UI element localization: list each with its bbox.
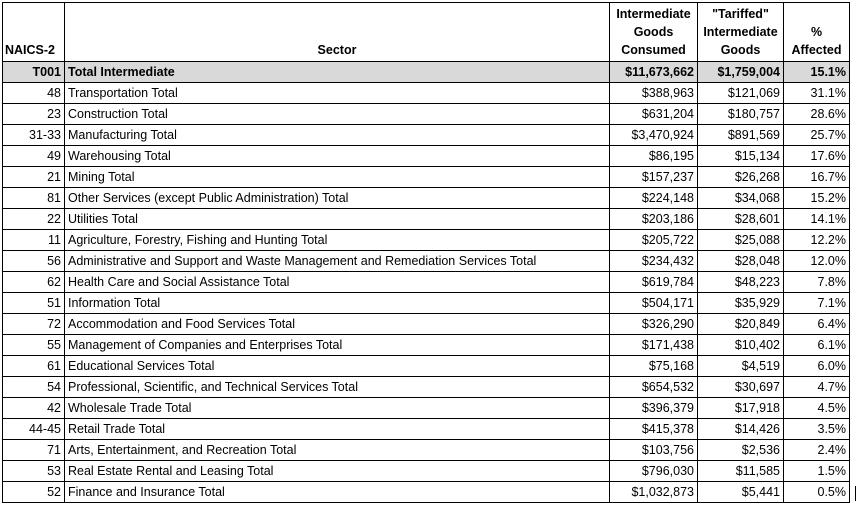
percent-affected: 0.5% xyxy=(784,482,850,503)
sector-name: Mining Total xyxy=(65,167,610,188)
tariffed-value: $121,069 xyxy=(698,83,784,104)
table-row xyxy=(3,482,850,503)
header-tariffed-goods: "Tariffed" Intermediate Goods xyxy=(698,3,784,62)
table-row xyxy=(3,356,850,377)
header-intermediate-goods: Intermediate Goods Consumed xyxy=(610,3,698,62)
percent-affected: 3.5% xyxy=(784,419,850,440)
intermediate-value: $388,963 xyxy=(610,83,698,104)
sector-name: Real Estate Rental and Leasing Total xyxy=(65,461,610,482)
percent-affected: 31.1% xyxy=(784,83,850,104)
tariffed-value: $2,536 xyxy=(698,440,784,461)
naics-code: 49 xyxy=(3,146,65,167)
percent-affected: 1.5% xyxy=(784,461,850,482)
naics-code: 54 xyxy=(3,377,65,398)
table-row xyxy=(3,419,850,440)
table-row xyxy=(3,377,850,398)
naics-code: 23 xyxy=(3,104,65,125)
sector-name: Accommodation and Food Services Total xyxy=(65,314,610,335)
tariffed-value: $180,757 xyxy=(698,104,784,125)
tariffed-value: $34,068 xyxy=(698,188,784,209)
naics-code: 48 xyxy=(3,83,65,104)
table-row xyxy=(3,230,850,251)
sector-name: Construction Total xyxy=(65,104,610,125)
tariffed-value: $48,223 xyxy=(698,272,784,293)
table-row xyxy=(3,398,850,419)
tariffed-value: $30,697 xyxy=(698,377,784,398)
sector-name: Health Care and Social Assistance Total xyxy=(65,272,610,293)
intermediate-value: $415,378 xyxy=(610,419,698,440)
tariff-impact-table xyxy=(2,2,850,503)
tariffed-value: $20,849 xyxy=(698,314,784,335)
tariffed-value: $35,929 xyxy=(698,293,784,314)
intermediate-value: $396,379 xyxy=(610,398,698,419)
sector-name: Warehousing Total xyxy=(65,146,610,167)
sector-name: Retail Trade Total xyxy=(65,419,610,440)
intermediate-value: $3,470,924 xyxy=(610,125,698,146)
table-row xyxy=(3,209,850,230)
sector-name: Wholesale Trade Total xyxy=(65,398,610,419)
table-row xyxy=(3,335,850,356)
percent-affected: 12.0% xyxy=(784,251,850,272)
tariffed-value: $4,519 xyxy=(698,356,784,377)
percent-affected: 15.2% xyxy=(784,188,850,209)
percent-affected: 14.1% xyxy=(784,209,850,230)
naics-code: 62 xyxy=(3,272,65,293)
intermediate-value: $224,148 xyxy=(610,188,698,209)
naics-code: 52 xyxy=(3,482,65,503)
percent-affected: 15.1% xyxy=(784,62,850,83)
naics-code: 22 xyxy=(3,209,65,230)
percent-affected: 17.6% xyxy=(784,146,850,167)
percent-affected: 4.7% xyxy=(784,377,850,398)
sector-name: Finance and Insurance Total xyxy=(65,482,610,503)
percent-affected: 25.7% xyxy=(784,125,850,146)
intermediate-value: $234,432 xyxy=(610,251,698,272)
header-row xyxy=(3,3,850,62)
sector-name: Manufacturing Total xyxy=(65,125,610,146)
naics-code: 11 xyxy=(3,230,65,251)
naics-code: 61 xyxy=(3,356,65,377)
percent-affected: 2.4% xyxy=(784,440,850,461)
naics-code: 51 xyxy=(3,293,65,314)
table-row xyxy=(3,251,850,272)
tariffed-value: $10,402 xyxy=(698,335,784,356)
sector-name: Total Intermediate xyxy=(65,62,610,83)
naics-code: T001 xyxy=(3,62,65,83)
tariffed-value: $11,585 xyxy=(698,461,784,482)
percent-affected: 16.7% xyxy=(784,167,850,188)
intermediate-value: $157,237 xyxy=(610,167,698,188)
intermediate-value: $796,030 xyxy=(610,461,698,482)
header-naics: NAICS-2 xyxy=(3,3,65,62)
table-row xyxy=(3,83,850,104)
total-row xyxy=(3,62,850,83)
naics-code: 42 xyxy=(3,398,65,419)
intermediate-value: $11,673,662 xyxy=(610,62,698,83)
intermediate-value: $326,290 xyxy=(610,314,698,335)
intermediate-value: $619,784 xyxy=(610,272,698,293)
intermediate-value: $654,532 xyxy=(610,377,698,398)
percent-affected: 28.6% xyxy=(784,104,850,125)
intermediate-value: $103,756 xyxy=(610,440,698,461)
tariffed-value: $1,759,004 xyxy=(698,62,784,83)
table-row xyxy=(3,104,850,125)
tariffed-value: $5,441 xyxy=(698,482,784,503)
sector-name: Agriculture, Forestry, Fishing and Hunting Total xyxy=(65,230,610,251)
table-row xyxy=(3,440,850,461)
table-row xyxy=(3,188,850,209)
tariffed-value: $15,134 xyxy=(698,146,784,167)
sector-name: Utilities Total xyxy=(65,209,610,230)
percent-affected: 7.8% xyxy=(784,272,850,293)
percent-affected: 6.1% xyxy=(784,335,850,356)
intermediate-value: $75,168 xyxy=(610,356,698,377)
table-row xyxy=(3,461,850,482)
intermediate-value: $1,032,873 xyxy=(610,482,698,503)
percent-affected: 4.5% xyxy=(784,398,850,419)
header-sector: Sector xyxy=(65,3,610,62)
sector-name: Educational Services Total xyxy=(65,356,610,377)
tariffed-value: $26,268 xyxy=(698,167,784,188)
sector-name: Professional, Scientific, and Technical Services Total xyxy=(65,377,610,398)
table-row xyxy=(3,293,850,314)
table-row xyxy=(3,314,850,335)
naics-code: 44-45 xyxy=(3,419,65,440)
table-row xyxy=(3,272,850,293)
sector-name: Other Services (except Public Administration) Total xyxy=(65,188,610,209)
intermediate-value: $203,186 xyxy=(610,209,698,230)
sector-name: Administrative and Support and Waste Management and Remediation Services Total xyxy=(65,251,610,272)
tariffed-value: $14,426 xyxy=(698,419,784,440)
sector-name: Transportation Total xyxy=(65,83,610,104)
naics-code: 71 xyxy=(3,440,65,461)
percent-affected: 6.4% xyxy=(784,314,850,335)
percent-affected: 12.2% xyxy=(784,230,850,251)
naics-code: 53 xyxy=(3,461,65,482)
intermediate-value: $504,171 xyxy=(610,293,698,314)
tariffed-value: $28,601 xyxy=(698,209,784,230)
tariffed-value: $28,048 xyxy=(698,251,784,272)
naics-code: 56 xyxy=(3,251,65,272)
tariffed-value: $17,918 xyxy=(698,398,784,419)
naics-code: 55 xyxy=(3,335,65,356)
intermediate-value: $171,438 xyxy=(610,335,698,356)
sector-name: Information Total xyxy=(65,293,610,314)
naics-code: 81 xyxy=(3,188,65,209)
header-percent-affected: % Affected xyxy=(784,3,850,62)
table-row xyxy=(3,125,850,146)
naics-code: 31-33 xyxy=(3,125,65,146)
intermediate-value: $631,204 xyxy=(610,104,698,125)
percent-affected: 7.1% xyxy=(784,293,850,314)
sector-name: Arts, Entertainment, and Recreation Total xyxy=(65,440,610,461)
tariffed-value: $891,569 xyxy=(698,125,784,146)
table-row xyxy=(3,167,850,188)
intermediate-value: $205,722 xyxy=(610,230,698,251)
text-cursor xyxy=(855,486,856,501)
intermediate-value: $86,195 xyxy=(610,146,698,167)
percent-affected: 6.0% xyxy=(784,356,850,377)
naics-code: 21 xyxy=(3,167,65,188)
tariffed-value: $25,088 xyxy=(698,230,784,251)
table-row xyxy=(3,146,850,167)
naics-code: 72 xyxy=(3,314,65,335)
sector-name: Management of Companies and Enterprises Total xyxy=(65,335,610,356)
